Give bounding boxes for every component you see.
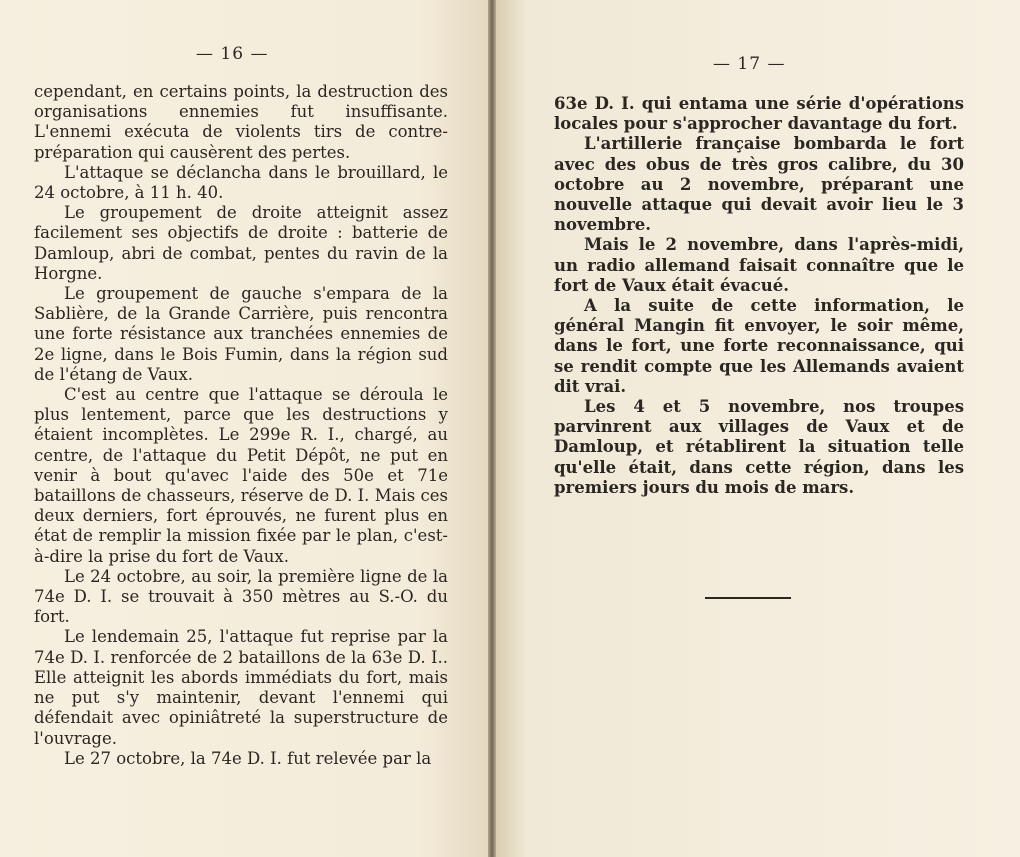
page-body — [554, 94, 964, 498]
paragraph: A la suite de cette information, le général Mangin fit envoyer, le soir même, dans le fort, une forte reconnaissance, qui se rendit compte que les Allemands avaient dit vrai. — [554, 296, 964, 396]
paragraph: L'attaque se déclancha dans le brouillard, le 24 octobre, à 11 h. 40. — [34, 162, 448, 203]
paragraph: Le lendemain 25, l'attaque fut reprise par la 74e D. I. renforcée de 2 bataillons de la 63e D. I.. Elle atteignit les abords immédiats du fort, mais ne put s'y maintenir, devant l'ennemi qui défendait avec opiniâtreté la superstructure de l'ouvrage. — [34, 627, 448, 748]
paragraph: Mais le 2 novembre, dans l'après-midi, un radio allemand faisait connaître que le fort de Vaux était évacué. — [554, 235, 964, 295]
paragraph: L'artillerie française bombarda le fort avec des obus de très gros calibre, du 30 octobre au 2 novembre, préparant une nouvelle attaque qui devait avoir lieu le 3 novembre. — [554, 134, 964, 235]
book-gutter — [488, 0, 496, 857]
right-page — [496, 0, 1020, 857]
paragraph: C'est au centre que l'attaque se déroula le plus lentement, parce que les destructions y étaient incomplètes. Le 299e R. I., chargé, au centre, de l'attaque du Petit Dépôt, ne put en venir à bout qu'avec l'aide des 50e et 71e bataillons de chasseurs, réserve de D. I. Mais ces deux derniers, fort éprouvés, ne furent plus en état de remplir la mission fixée par le plan, c'est-à-dire la prise du fort de Vaux. — [34, 385, 448, 566]
paragraph: Le groupement de droite atteignit assez facilement ses objectifs de droite : batterie de Damloup, abri de combat, pentes du ravin de la Horgne. — [34, 203, 448, 283]
page-number: — 16 — — [196, 44, 269, 64]
paragraph: 63e D. I. qui entama une série d'opérations locales pour s'approcher davantage du fort. — [554, 94, 964, 134]
left-page — [0, 0, 492, 857]
page-number: — 17 — — [713, 54, 786, 74]
end-rule — [705, 597, 791, 599]
paragraph: Les 4 et 5 novembre, nos troupes parvinrent aux villages de Vaux et de Damloup, et rétablirent la situation telle qu'elle était, dans cette région, dans les premiers jours du mois de mars. — [554, 397, 964, 497]
paragraph: Le groupement de gauche s'empara de la Sablière, de la Grande Carrière, puis rencontra une forte résistance aux tranchées ennemies de 2e ligne, dans le Bois Fumin, dans la région sud de l'étang de Vaux. — [34, 284, 448, 384]
paragraph: Le 24 octobre, au soir, la première ligne de la 74e D. I. se trouvait à 350 mètres au S.-O. du fort. — [34, 566, 448, 627]
paragraph: Le 27 octobre, la 74e D. I. fut relevée par la — [64, 748, 432, 768]
paragraph: cependant, en certains points, la destruction des organisations ennemies fut insuffisante. L'ennemi exécuta de violents tirs de contre-préparation qui causèrent des pertes. — [34, 82, 448, 162]
page-body — [34, 82, 448, 769]
